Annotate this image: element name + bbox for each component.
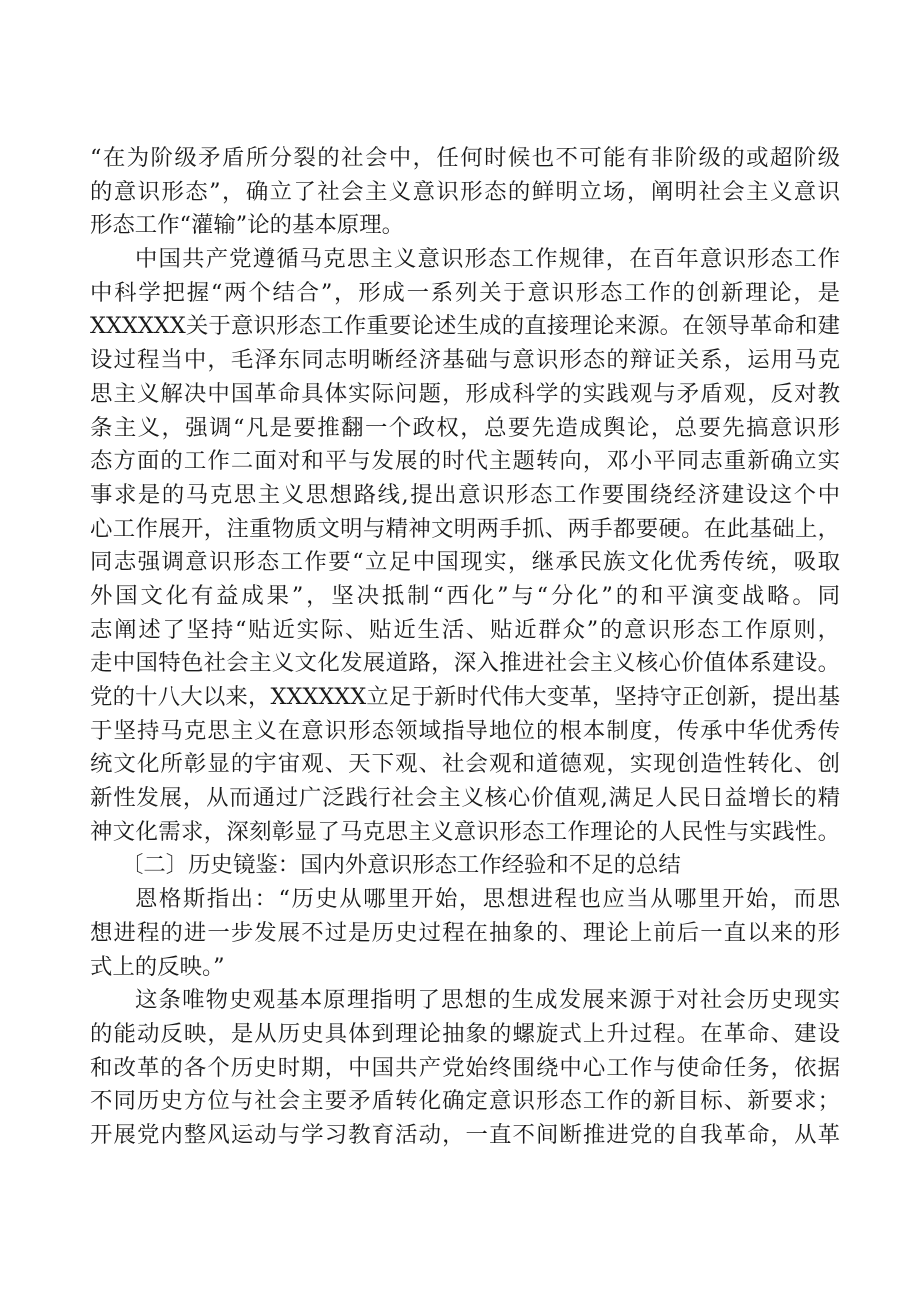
text-line: 心工作展开，注重物质文明与精神文明两手抓、两手都要硬。在此基础上， xyxy=(90,515,840,542)
text-line: 事求是的马克思主义思想路线,提出意识形态工作要围绕经济建设这个中 xyxy=(90,481,840,508)
text-line: 想进程的进一步发展不过是历史过程在抽象的、理论上前后一直以来的形 xyxy=(90,919,840,946)
text-line: “在为阶级矛盾所分裂的社会中，任何时候也不可能有非阶级的或超阶级 xyxy=(90,145,840,171)
text-line: 党的十八大以来，XXXXXX立足于新时代伟大变革，坚持守正创新，提出基 xyxy=(90,684,840,710)
text-line: 不同历史方位与社会主要矛盾转化确定意识形态工作的新目标、新要求； xyxy=(90,1088,840,1115)
text-line: 走中国特色社会主义文化发展道路，深入推进社会主义核心价值体系建设。 xyxy=(90,650,840,677)
paragraph-first-line: 这条唯物史观基本原理指明了思想的生成发展来源于对社会历史现实 xyxy=(135,987,840,1014)
text-line: XXXXXX关于意识形态工作重要论述生成的直接理论来源。在领导革命和建 xyxy=(90,313,840,340)
text-line: 中科学把握“两个结合”，形成一系列关于意识形态工作的创新理论，是 xyxy=(90,279,840,306)
text-line: 同志强调意识形态工作要“立足中国现实，继承民族文化优秀传统，吸取 xyxy=(90,549,840,576)
paragraph-first-line: 中国共产党遵循马克思主义意识形态工作规律，在百年意识形态工作 xyxy=(135,246,840,273)
text-line: 开展党内整风运动与学习教育活动，一直不间断推进党的自我革命，从革 xyxy=(90,1121,840,1148)
text-line: 式上的反映。” xyxy=(90,953,225,980)
text-line: 外国文化有益成果”，坚决抵制“西化”与“分化”的和平演变战略。同 xyxy=(90,582,840,609)
text-line: 思主义解决中国革命具体实际问题，形成科学的实践观与矛盾观，反对教 xyxy=(90,380,840,407)
text-line: 条主义，强调“凡是要推翻一个政权，总要先造成舆论，总要先搞意识形 xyxy=(90,414,840,441)
document-page xyxy=(90,142,840,1153)
text-line: 态方面的工作二面对和平与发展的时代主题转向，邓小平同志重新确立实 xyxy=(90,448,840,475)
text-line: 形态工作“灌输”论的基本原理。 xyxy=(90,212,404,239)
paragraph-first-line: 恩格斯指出：“历史从哪里开始，思想进程也应当从哪里开始，而思 xyxy=(135,886,840,913)
text-line: 设过程当中，毛泽东同志明晰经济基础与意识形态的辩证关系，运用马克 xyxy=(90,347,840,374)
text-line: 和改革的各个历史时期，中国共产党始终围绕中心工作与使命任务，依据 xyxy=(90,1054,840,1081)
text-line: 的能动反映，是从历史具体到理论抽象的螺旋式上升过程。在革命、建设 xyxy=(90,1020,840,1047)
text-line: 于坚持马克思主义在意识形态领域指导地位的根本制度，传承中华优秀传 xyxy=(90,717,840,744)
section-heading: 〔二〕历史镜鉴：国内外意识形态工作经验和不足的总结 xyxy=(121,852,681,879)
text-line: 的意识形态”，确立了社会主义意识形态的鲜明立场，阐明社会主义意识 xyxy=(90,178,840,205)
text-line: 统文化所彰显的宇宙观、天下观、社会观和道德观，实现创造性转化、创 xyxy=(90,751,840,778)
text-line: 神文化需求，深刻彰显了马克思主义意识形态工作理论的人民性与实践性。 xyxy=(90,818,840,845)
text-line: 新性发展，从而通过广泛践行社会主义核心价值观,满足人民日益增长的精 xyxy=(90,785,840,812)
text-line: 志阐述了坚持“贴近实际、贴近生活、贴近群众”的意识形态工作原则， xyxy=(90,616,840,643)
